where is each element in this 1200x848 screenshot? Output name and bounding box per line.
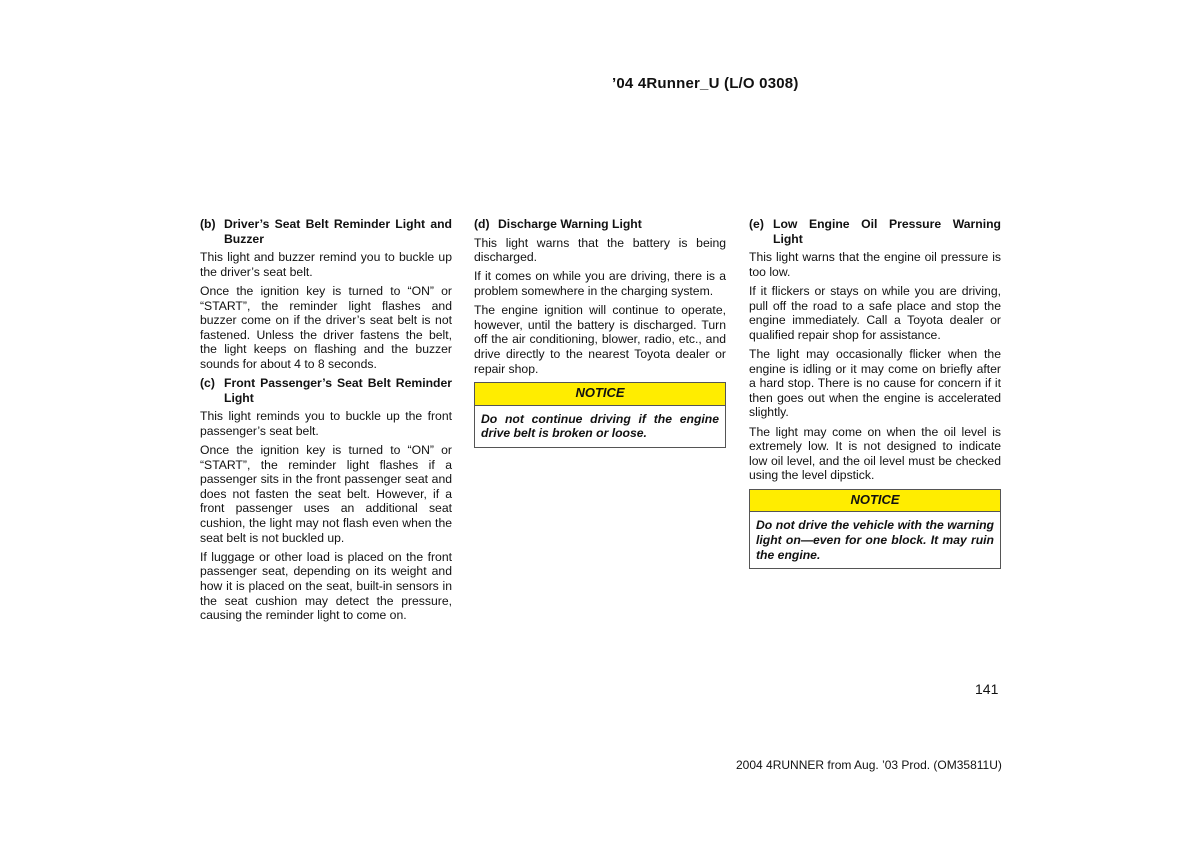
paragraph: This light reminds you to buckle up the front passenger’s seat belt. bbox=[200, 409, 452, 438]
column-3 bbox=[749, 217, 1001, 569]
paragraph: If it flickers or stays on while you are driving, pull off the road to a safe place and stop the engine immediately. Call a Toyota dealer or qualified repair shop for assistance. bbox=[749, 283, 1001, 342]
section-heading-d bbox=[474, 217, 726, 232]
notice-text: Do not drive the vehicle with the warning light on—even for one block. It may ruin the engine. bbox=[756, 518, 994, 562]
paragraph: The light may occasionally flicker when the engine is idling or it may come on briefly after a hard stop. There is no cause for concern if it then goes out when the engine is accelerated slightly. bbox=[749, 346, 1001, 420]
section-label: (c) bbox=[200, 376, 215, 391]
section-title: Low Engine Oil Pressure Warning Light bbox=[773, 217, 1001, 246]
paragraph: Once the ignition key is turned to “ON” or “START”, the reminder light flashes and buzzer come on if the driver’s seat belt is not fastened. Unless the driver fastens the belt, the light keeps on flashing and the buzzer sounds for about 4 to 8 seconds. bbox=[200, 283, 452, 371]
paragraph: This light warns that the battery is being discharged. bbox=[474, 235, 726, 265]
page-footer: 2004 4RUNNER from Aug. ’03 Prod. (OM35811U) bbox=[736, 758, 1002, 772]
paragraph: If it comes on while you are driving, there is a problem somewhere in the charging system. bbox=[474, 269, 726, 298]
page-number: 141 bbox=[975, 681, 999, 697]
section-heading-e bbox=[749, 217, 1001, 246]
section-heading-b bbox=[200, 217, 452, 246]
paragraph: This light warns that the engine oil pressure is too low. bbox=[749, 250, 1001, 279]
column-1 bbox=[200, 217, 452, 627]
notice-box bbox=[749, 489, 1001, 569]
section-heading-c bbox=[200, 376, 452, 405]
page-header-title: ’04 4Runner_U (L/O 0308) bbox=[612, 75, 799, 92]
paragraph: The engine ignition will continue to operate, however, until the battery is discharged. Turn off the air conditioning, blower, radio, etc., and drive directly to the nearest Toyota dealer or repair shop. bbox=[474, 303, 726, 376]
section-title: Discharge Warning Light bbox=[498, 217, 642, 231]
paragraph: Once the ignition key is turned to “ON” or “START”, the reminder light flashes if a passenger sits in the front passenger seat and does not fasten the seat belt. However, if a front passenger uses an additional seat cushion, the light may not flash even when the seat belt is not buckled up. bbox=[200, 443, 452, 545]
notice-title: NOTICE bbox=[475, 383, 725, 406]
section-label: (b) bbox=[200, 217, 216, 231]
paragraph: If luggage or other load is placed on the front passenger seat, depending on its weight and how it is placed on the seat, built-in sensors in the seat cushion may detect the pressure, causing the reminder light to come on. bbox=[200, 549, 452, 623]
section-title: Driver’s Seat Belt Reminder Light and Buzzer bbox=[224, 217, 452, 246]
notice-text: Do not continue driving if the engine drive belt is broken or loose. bbox=[481, 411, 719, 441]
column-2 bbox=[474, 217, 726, 448]
paragraph: The light may come on when the oil level is extremely low. It is not designed to indicate low oil level, and the oil level must be checked using the level dipstick. bbox=[749, 424, 1001, 483]
notice-title: NOTICE bbox=[750, 490, 1000, 513]
paragraph: This light and buzzer remind you to buckle up the driver’s seat belt. bbox=[200, 250, 452, 279]
section-label: (e) bbox=[749, 217, 764, 231]
section-label: (d) bbox=[474, 217, 490, 231]
section-title: Front Passenger’s Seat Belt Reminder Light bbox=[224, 376, 452, 405]
notice-box bbox=[474, 382, 726, 448]
